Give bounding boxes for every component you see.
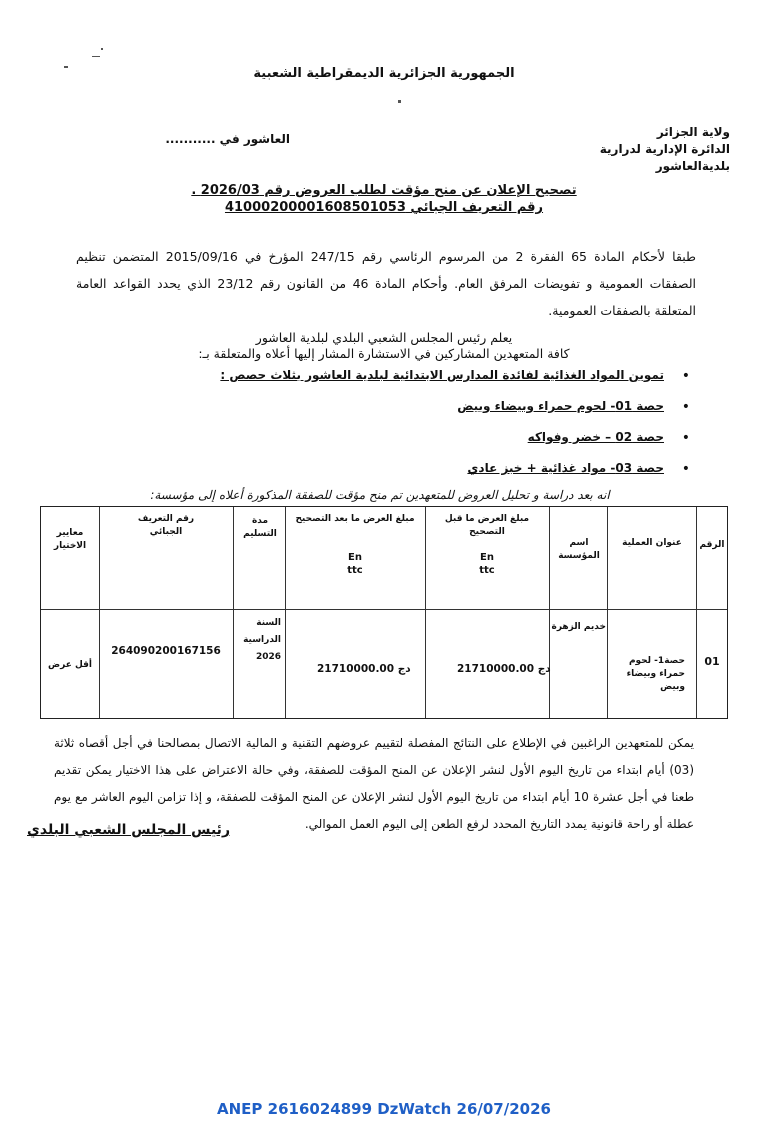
header-delay: مدة التسليم bbox=[243, 516, 277, 539]
title-line: تصحيح الإعلان عن منح مؤقت لطلب العروض رقم 2026/03 . bbox=[191, 183, 577, 198]
notice-line-2: كافة المتعهدين المشاركين في الاستشارة المشار إليها أعلاه والمتعلقة بـ: bbox=[198, 346, 570, 361]
lots-list bbox=[90, 368, 690, 492]
authority-block bbox=[510, 124, 730, 175]
row-tax-id: 264090200167156 bbox=[111, 645, 221, 657]
table-divider bbox=[99, 507, 100, 718]
header-institution: اسم المؤسسة bbox=[558, 538, 600, 561]
table-divider bbox=[285, 507, 286, 718]
publication-footer: ANEP 2616024899 DzWatch 26/07/2026 bbox=[217, 1100, 551, 1118]
lot-label: حصة 02 – خضر وفواكه bbox=[527, 430, 664, 444]
notice-line-1: يعلم رئيس المجلس الشعبي البلدي لبلدية العاشور bbox=[255, 330, 513, 345]
row-operation: حصة1- لحوم حمراء وبيضاء وبيض bbox=[626, 656, 685, 692]
header-criteria: معايير الاختيار bbox=[53, 528, 87, 551]
legal-basis-paragraph: طبقا لأحكام المادة 65 الفقرة 2 من المرسوم الرئاسي رقم 247/15 المؤرخ في 2015/09/16 المتضمن تنظيم الصفقات العمومية و تفويضات المرفق العام. وأحكام المادة 46 من القانون رقم 23/12 الذي يحدد القواعد العامة المتعلقة بالصفقات العمومية. bbox=[76, 249, 697, 318]
table-divider bbox=[233, 507, 234, 718]
row-delay: السنة الدراسية 2026 bbox=[243, 618, 281, 662]
tax-id-line: رقم التعريف الجبائي 41000200001608501053 bbox=[224, 200, 544, 215]
notice-block bbox=[0, 330, 768, 362]
scan-mark bbox=[398, 100, 401, 103]
lot-label: حصة 01- لحوم حمراء وبيضاء وبيض bbox=[457, 399, 664, 413]
table-intro: انه بعد دراسة و تحليل العروض للمتعهدين تم منح مؤقت للصفقة المذكورة أعلاه إلى مؤسسة: bbox=[150, 488, 610, 502]
table-divider bbox=[425, 507, 426, 718]
lot-main-label: تموين المواد الغذائية لفائدة المدارس الابتدائية لبلدية العاشور بثلاث حصص : bbox=[220, 368, 664, 382]
ttc-label: ttc bbox=[347, 565, 363, 576]
commune-line: بلديةالعاشور bbox=[655, 159, 730, 173]
notice-title bbox=[0, 182, 768, 216]
header-tax-id: رقم التعريف الجبائي bbox=[137, 514, 195, 537]
republic-header: الجمهورية الجزائرية الديمقراطية الشعبية bbox=[253, 66, 515, 81]
currency-label: En bbox=[480, 552, 494, 563]
award-table bbox=[40, 506, 728, 719]
list-item bbox=[90, 368, 690, 399]
amount-value: 21710000.00 bbox=[317, 663, 395, 675]
scan-mark bbox=[92, 56, 100, 57]
signature: رئيس المجلس الشعبي البلدي bbox=[27, 822, 230, 838]
daira-line: الدائرة الإدارية لدرارية bbox=[599, 142, 730, 156]
ttc-label: ttc bbox=[479, 565, 495, 576]
lot-label: حصة 03- مواد غذائية + خبز عادي bbox=[467, 461, 664, 475]
scan-mark bbox=[101, 48, 103, 50]
header-amount-before: مبلغ العرض ما قبل التصحيح bbox=[444, 514, 530, 537]
header-amount-after: مبلغ العرض ما بعد التصحيح bbox=[295, 514, 415, 524]
row-criteria: أقل عرض bbox=[48, 660, 92, 670]
header-number: الرقم bbox=[699, 540, 725, 550]
table-divider bbox=[549, 507, 550, 718]
table-row-divider bbox=[41, 609, 727, 610]
currency-unit: دج bbox=[537, 663, 551, 675]
row-number: 01 bbox=[704, 655, 720, 668]
list-item bbox=[90, 430, 690, 461]
place-date: العاشور في ........... bbox=[165, 132, 290, 146]
row-amount-after bbox=[317, 663, 421, 676]
header-operation: عنوان العملية bbox=[622, 538, 682, 548]
amount-value: 21710000.00 bbox=[457, 663, 535, 675]
row-institution: خديم الزهرة bbox=[551, 622, 606, 632]
list-item bbox=[90, 399, 690, 430]
currency-label: En bbox=[348, 552, 362, 563]
closing-paragraph: يمكن للمتعهدين الراغبين في الإطلاع على النتائج المفصلة لتقييم عروضهم التقنية و المالية الاتصال بمصالحنا في أجل أقصاه ثلاثة (03) أيام ابتداء من تاريخ اليوم الأول لنشر الإعلان عن المنح المؤقت للصفقة، وفي حالة الاعتراض على هذا الاختيار يمكن تقديم طعنا في أجل عشرة 10 أيام ابتداء من تاريخ اليوم الأول لنشر الإعلان عن المنح المؤقت للصفقة، و إذا تزامن اليوم العاشر مع يوم عطلة أو راحة قانونية يمدد التاريخ المحدد لرفع الطعن إلى اليوم العمل الموالي. bbox=[54, 736, 694, 831]
wilaya-line: ولاية الجزائر bbox=[656, 125, 730, 139]
currency-unit: دج bbox=[397, 663, 411, 675]
row-amount-before bbox=[457, 663, 549, 676]
